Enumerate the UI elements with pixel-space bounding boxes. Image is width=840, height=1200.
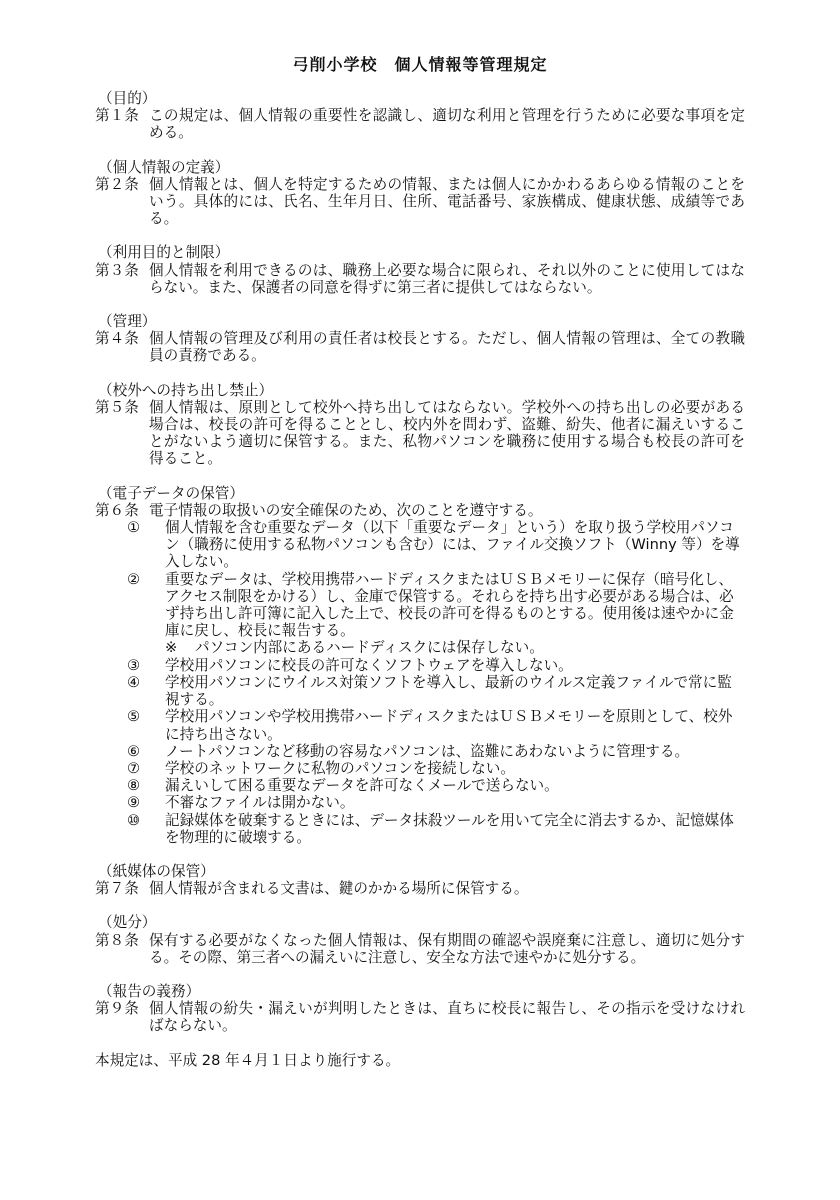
item-number: ④: [127, 673, 141, 691]
article-8: [95, 914, 745, 966]
item-text: 学校のネットワークに私物のパソコンを接続しない。: [165, 759, 515, 777]
list-item: [113, 657, 743, 674]
article-text: 個人情報の紛失・漏えいが判明したときは、直ちに校長に報告し、その指示を受けなければならない。: [149, 1000, 745, 1035]
item-number: ⑩: [127, 811, 141, 829]
article-text: 個人情報は、原則として校外へ持ち出してはならない。学校外への持ち出しの必要がある場合は、校長の許可を得ることとし、校内外を問わず、盗難、紛失、他者に漏えいすることがないよう適切に保管する。また、私物パソコンを職務に使用する場合も校長の許可を得ること。: [149, 398, 745, 468]
article-heading: （電子データの保管）: [98, 484, 244, 502]
article-2: [95, 159, 745, 228]
article-5: [95, 382, 745, 468]
item-note: [165, 639, 743, 656]
item-text: 漏えいして困る重要なデータを許可なくメールで送らない。: [165, 777, 559, 795]
note-mark: ※: [165, 639, 178, 657]
article-label: 第１条: [95, 107, 139, 125]
list-item: [113, 794, 743, 811]
article-heading: （目的）: [98, 90, 157, 107]
article-label: 第４条: [95, 330, 139, 348]
article-text: この規定は、個人情報の重要性を認識し、適切な利用と管理を行うために必要な事項を定める。: [149, 107, 745, 142]
article-9: [95, 983, 745, 1035]
article-text: 個人情報の管理及び利用の責任者は校長とする。ただし、個人情報の管理は、全ての教職員の責務である。: [149, 330, 745, 365]
article-label: 第８条: [95, 931, 139, 949]
item-number: ②: [127, 570, 141, 588]
article-heading: （報告の義務）: [98, 982, 201, 1000]
list-item: [113, 760, 743, 777]
article-label: 第６条: [95, 501, 139, 519]
effective-date: 本規定は、平成 28 年４月１日より施行する。: [95, 1051, 401, 1069]
article-7: [95, 863, 745, 897]
article-text: 個人情報を利用できるのは、職務上必要な場合に限られ、それ以外のことに使用してはならない。また、保護者の同意を得ずに第三者に提供してはならない。: [149, 261, 745, 296]
article-3: [95, 244, 745, 296]
document-body: [95, 90, 745, 1069]
article-text: 保有する必要がなくなった個人情報は、保有期間の確認や誤廃棄に注意し、適切に処分する。その際、第三者への漏えいに注意し、安全な方法で速やかに処分する。: [149, 931, 745, 966]
list-item: [113, 519, 743, 571]
article-heading: （処分）: [98, 914, 157, 932]
list-item: [113, 708, 743, 742]
article-label: 第９条: [95, 1000, 139, 1018]
note-text: パソコン内部にあるハードディスクには保存しない。: [195, 639, 544, 657]
article-heading: （校外への持ち出し禁止）: [98, 381, 274, 399]
article-text: 個人情報が含まれる文書は、鍵のかかる場所に保管する。: [149, 880, 529, 898]
article-heading: （利用目的と制限）: [98, 244, 230, 262]
article-1: [95, 90, 745, 142]
item-number: ⑧: [127, 777, 141, 795]
item-text: 個人情報を含む重要なデータ（以下「重要なデータ」という）を取り扱う学校用パソコン（職務に使用する私物パソコンも含む）には、ファイル交換ソフト（Winny 等）を導入しない。: [165, 519, 740, 571]
article-4: [95, 313, 745, 365]
item-text: ノートパソコンなど移動の容易なパソコンは、盗難にあわないように管理する。: [165, 742, 690, 760]
list-item: [113, 674, 743, 708]
article-label: 第３条: [95, 261, 139, 279]
list-item: [113, 743, 743, 760]
article-6-items: [113, 519, 743, 846]
item-text: 記録媒体を破棄するときには、データ抹殺ツールを用いて完全に消去するか、記憶媒体を物理的に破壊する。: [165, 811, 734, 846]
list-item: [113, 777, 743, 794]
item-text: 学校用パソコンや学校用携帯ハードディスクまたはＵＳＢメモリーを原則として、校外に持ち出さない。: [165, 708, 733, 743]
item-number: ⑦: [127, 759, 141, 777]
item-number: ⑥: [127, 742, 141, 760]
article-heading: （管理）: [98, 313, 157, 331]
item-number: ⑤: [127, 708, 141, 726]
article-heading: （紙媒体の保管）: [98, 862, 215, 880]
item-text: 学校用パソコンに校長の許可なくソフトウェアを導入しない。: [165, 656, 573, 674]
article-heading: （個人情報の定義）: [98, 158, 230, 176]
article-label: 第７条: [95, 880, 139, 898]
article-label: 第２条: [95, 175, 139, 193]
page-title: 弓削小学校 個人情報等管理規定: [292, 55, 548, 74]
item-text: 学校用パソコンにウイルス対策ソフトを導入し、最新のウイルス定義ファイルで常に監視する。: [165, 673, 732, 709]
article-text: 電子情報の取扱いの安全確保のため、次のことを遵守する。: [149, 501, 543, 519]
item-text: 不審なファイルは開かない。: [165, 794, 355, 812]
item-number: ③: [127, 656, 141, 674]
list-item: [113, 812, 743, 846]
article-text: 個人情報とは、個人を特定するための情報、または個人にかかわるあらゆる情報のことをいう。具体的には、氏名、生年月日、住所、電話番号、家族構成、健康状態、成績等である。: [149, 175, 745, 228]
article-6: [95, 485, 745, 846]
item-number: ⑨: [127, 794, 141, 812]
item-number: ①: [127, 519, 141, 537]
article-label: 第５条: [95, 398, 139, 416]
item-text: 重要なデータは、学校用携帯ハードディスクまたはＵＳＢメモリーに保存（暗号化し、アクセス制限をかける）し、金庫で保管する。それらを持ち出す必要がある場合は、必ず持ち出し許可簿に記入した上で、校長の許可を得るものとする。使用後は速やかに金庫に戻し、校長に報告する。: [165, 570, 734, 640]
list-item: [113, 571, 743, 640]
